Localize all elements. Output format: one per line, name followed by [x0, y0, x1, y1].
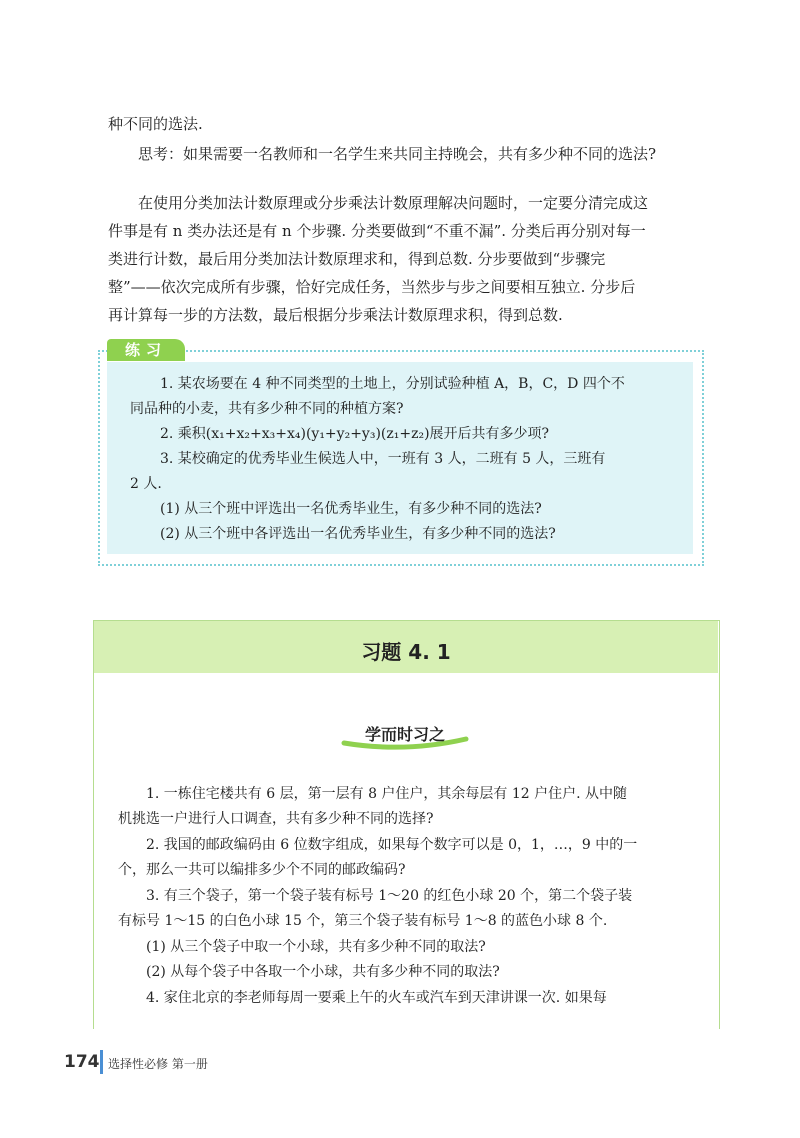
exercise-line: 同品种的小麦，共有多少种不同的种植方案?	[130, 401, 404, 417]
body-paragraph-line: 类进行计数，最后用分类加法计数原理求和，得到总数. 分步要做到“步骤完	[108, 250, 606, 268]
body-paragraph-line: 在使用分类加法计数原理或分步乘法计数原理解决问题时，一定要分清完成这	[138, 194, 649, 212]
page-number: 174	[64, 1052, 100, 1072]
body-paragraph-line: 件事是有 n 类办法还是有 n 个步骤. 分类要做到“不重不漏”. 分类后再分别对每一	[108, 222, 646, 240]
homework-title: 习题 4. 1	[361, 640, 451, 664]
homework-line: 机挑选一户进行人口调查，共有多少种不同的选择?	[118, 811, 434, 827]
exercise-line: (1) 从三个班中评选出一名优秀毕业生，有多少种不同的选法?	[160, 501, 542, 517]
footer-divider	[100, 1050, 103, 1074]
homework-line: 3. 有三个袋子，第一个袋子装有标号 1～20 的红色小球 20 个，第二个袋子装	[146, 888, 633, 904]
body-paragraph-line: 整”——依次完成所有步骤，恰好完成任务，当然步与步之间要相互独立. 分步后	[108, 278, 636, 296]
homework-line: (1) 从三个袋子中取一个小球，共有多少种不同的取法?	[146, 939, 486, 955]
body-line-1: 种不同的选法.	[108, 115, 203, 133]
homework-line: 有标号 1～15 的白色小球 15 个，第三个袋子装有标号 1～8 的蓝色小球 8 个.	[118, 913, 608, 929]
homework-line: 1. 一栋住宅楼共有 6 层，第一层有 8 户住户，其余每层有 12 户住户. 从中随	[146, 786, 628, 802]
exercise-line: 3. 某校确定的优秀毕业生候选人中，一班有 3 人，二班有 5 人，三班有	[160, 451, 606, 467]
homework-subtitle: 学而时习之	[364, 725, 445, 744]
book-title: 选择性必修 第一册	[108, 1057, 208, 1071]
homework-line: 2. 我国的邮政编码由 6 位数字组成，如果每个数字可以是 0，1，…，9 中的一	[146, 837, 638, 853]
exercise-line: (2) 从三个班中各评选出一名优秀毕业生，有多少种不同的选法?	[160, 526, 556, 542]
think-question: 思考：如果需要一名教师和一名学生来共同主持晚会，共有多少种不同的选法?	[138, 145, 657, 163]
exercise-tab	[107, 339, 185, 361]
homework-line: (2) 从每个袋子中各取一个小球，共有多少种不同的取法?	[146, 964, 500, 980]
homework-line: 4. 家住北京的李老师每周一要乘上午的火车或汽车到天津讲课一次. 如果每	[146, 990, 607, 1006]
exercise-tab-label: 练习	[124, 341, 167, 359]
homework-line: 个，那么一共可以编排多少个不同的邮政编码?	[118, 862, 406, 878]
exercise-line: 1. 某农场要在 4 种不同类型的土地上，分别试验种植 A，B，C，D 四个不	[160, 376, 625, 392]
exercise-line: 2. 乘积(x₁+x₂+x₃+x₄)(y₁+y₂+y₃)(z₁+z₂)展开后共有多少项?	[160, 426, 550, 442]
body-paragraph-line: 再计算每一步的方法数，最后根据分步乘法计数原理求积，得到总数.	[108, 306, 563, 324]
exercise-line: 2 人.	[130, 476, 162, 492]
